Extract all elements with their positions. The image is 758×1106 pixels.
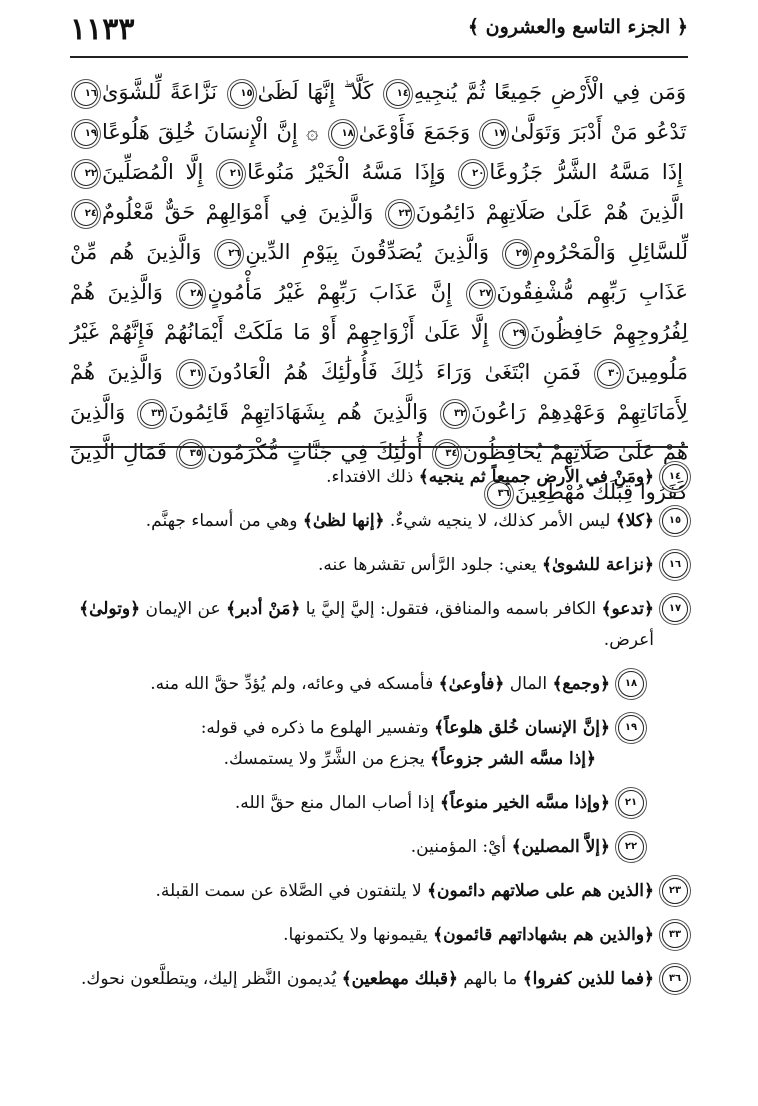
- commentary-note: [70, 506, 688, 537]
- verse-number-marker: ١٥: [662, 508, 688, 534]
- verse-number-marker: ١٨: [331, 122, 355, 146]
- quoted-verse: ﴿تدعو﴾: [601, 599, 654, 619]
- verse: [470, 120, 686, 144]
- verse-text: وَجَمَعَ فَأَوْعَىٰ: [358, 120, 471, 144]
- quoted-verse: ﴿إلاَّ المصلين﴾: [511, 837, 610, 857]
- quoted-verse: ﴿مَنْ أدبر﴾: [226, 599, 301, 619]
- quoted-verse: ﴿والذين هم بشهاداتهم قائمون﴾: [433, 925, 654, 945]
- verse-text: لِّلسَّائِلِ وَالْمَحْرُومِ: [532, 240, 688, 264]
- verse-number-marker: ٣١: [179, 362, 203, 386]
- verse: [373, 200, 684, 224]
- explanation-text: ما بالهم: [457, 969, 523, 989]
- explanation-text: أيْ: المؤمنين.: [410, 837, 512, 857]
- verse-number-marker: ٣٣: [140, 402, 164, 426]
- verse: [70, 160, 203, 184]
- quoted-verse: ﴿نزاعة للشوىٰ﴾: [542, 555, 654, 575]
- explanation-text: ذلك الافتداء.: [326, 467, 419, 487]
- verse-number-marker: ٣٠: [597, 362, 621, 386]
- commentary-note: [70, 550, 688, 581]
- part-title: ﴿ الجزء التاسع والعشرون ﴾: [467, 16, 688, 38]
- verse-number-marker: ٣٦: [487, 482, 511, 506]
- quoted-verse: ﴿الذين هم على صلاتهم دائمون﴾: [427, 881, 654, 901]
- verse: [163, 280, 452, 304]
- explanation-text: وهي من أسماء جهنَّم.: [145, 511, 303, 531]
- quoted-verse: ﴿إذا مسَّه الشر جزوعاً﴾: [430, 749, 596, 769]
- commentary-note: [70, 788, 644, 819]
- verse-number-marker: ٣٦: [662, 966, 688, 992]
- verse: [203, 160, 445, 184]
- verse-number-marker: ١٤: [386, 82, 410, 106]
- quoted-verse: ﴿وجمع﴾: [552, 674, 610, 694]
- verse-text: نَزَّاعَةً لِّلشَّوَىٰ: [102, 80, 217, 104]
- verse-number-marker: ٢٢: [74, 162, 98, 186]
- verse-text: ۞ إِنَّ الْإِنسَانَ خُلِقَ هَلُوعًا: [102, 120, 319, 144]
- verse-number-marker: ٢١: [618, 790, 644, 816]
- quoted-verse: ﴿فأوعىٰ﴾: [438, 674, 505, 694]
- verse-text: وَمَن فِي الْأَرْضِ جَمِيعًا ثُمَّ يُنجِيهِ: [413, 80, 687, 104]
- quoted-verse: ﴿إنَّ الإنسان خُلق هلوعاً﴾: [434, 718, 610, 738]
- verse-number-marker: ١٨: [618, 671, 644, 697]
- verse-number-marker: ٢٠: [461, 162, 485, 186]
- quoted-verse: ﴿فما للذين كفروا﴾: [522, 969, 654, 989]
- verse-number-marker: ٢٨: [179, 282, 203, 306]
- verse-text: فَمَالِ الَّذِينَ كَفَرُوا قِبَلَكَ مُهْطِعِينَ: [70, 440, 688, 504]
- verse: [373, 80, 686, 104]
- verse-number-marker: ١٦: [662, 552, 688, 578]
- verse-number-marker: ٢٧: [469, 282, 493, 306]
- verse-number-marker: ٢٣: [662, 878, 688, 904]
- verse-number-marker: ٣٢: [443, 402, 467, 426]
- verse-text: الَّذِينَ هُمْ عَلَىٰ صَلَاتِهِمْ دَائِمُونَ: [415, 200, 685, 224]
- verse: [70, 120, 318, 144]
- explanation-text: المال: [504, 674, 553, 694]
- commentary-note: [70, 594, 688, 656]
- verse: [125, 400, 428, 424]
- explanation-text: الكافر باسمه والمنافق، فتقول: إليَّ إليَّ يا: [300, 599, 602, 619]
- explanation-text: وتفسير الهلوع ما ذكره في قوله:: [200, 718, 435, 738]
- explanation-text: يعني: جلود الرَّأس تقشرها عنه.: [317, 555, 542, 575]
- explanation-text: أعرض.: [603, 630, 654, 650]
- verse-number-marker: ٢٣: [388, 202, 412, 226]
- verse: [163, 360, 581, 384]
- explanation-text: فأمسكه في وعائه، ولم يُؤدِّ حقَّ الله منه.: [150, 674, 439, 694]
- quoted-verse: ﴿إنها لظىٰ﴾: [302, 511, 385, 531]
- verse-text: إِذَا مَسَّهُ الشَّرُّ جَزُوعًا: [489, 160, 683, 184]
- commentary-block: [70, 462, 688, 1066]
- commentary-divider: [70, 446, 688, 448]
- commentary-note: [70, 713, 644, 775]
- verse-text: كَلَّا ۖ إِنَّهَا لَظَىٰ: [257, 80, 374, 104]
- commentary-note: [70, 669, 644, 700]
- verse-text: وَالَّذِينَ هُمْ لِفُرُوجِهِمْ حَافِظُونَ: [70, 280, 688, 344]
- commentary-note: [70, 462, 688, 493]
- verse-text: وَالَّذِينَ هُم مِّنْ عَذَابِ رَبِّهِم مُّشْفِقُونَ: [70, 240, 688, 304]
- verse-text: إِلَّا الْمُصَلِّينَ: [102, 160, 204, 184]
- header-divider: [70, 56, 688, 58]
- verse: [201, 240, 489, 264]
- verse-number-marker: ١٤: [662, 464, 688, 490]
- verse-number-marker: ٢٥: [505, 242, 529, 266]
- verse-text: وَالَّذِينَ فِي أَمْوَالِهِمْ حَقٌّ مَّعْلُومٌ: [102, 200, 374, 224]
- verse: [489, 240, 688, 264]
- verse-text: تَدْعُو مَنْ أَدْبَرَ وَتَوَلَّىٰ: [510, 120, 687, 144]
- verse-number-marker: ٢٩: [502, 322, 526, 346]
- quoted-verse: ﴿وتولىٰ﴾: [79, 599, 141, 619]
- verse-number-marker: ١٩: [618, 715, 644, 741]
- verse: [70, 80, 217, 104]
- verse-text: وَالَّذِينَ يُصَدِّقُونَ بِيَوْمِ الدِّينِ: [245, 240, 490, 264]
- verse-number-marker: ١٩: [74, 122, 98, 146]
- explanation-text: لا يلتفتون في الصَّلاة عن سمت القبلة.: [155, 881, 428, 901]
- verse-text: وَإِذَا مَسَّهُ الْخَيْرُ مَنُوعًا: [247, 160, 446, 184]
- verse-number-marker: ٣٣: [662, 922, 688, 948]
- verse-text: وَالَّذِينَ هُمْ عَلَىٰ صَلَاتِهِمْ يُحَافِظُونَ: [70, 400, 688, 464]
- explanation-text: عن الإيمان: [140, 599, 227, 619]
- verse-number-marker: ١٧: [662, 596, 688, 622]
- quoted-verse: ﴿وإذا مسَّه الخير منوعاً﴾: [439, 793, 610, 813]
- explanation-text: يقيمونها ولا يكتمونها.: [283, 925, 434, 945]
- explanation-text: ليس الأمر كذلك، لا ينجيه شيءٌ.: [384, 511, 616, 531]
- explanation-text: يجزع من الشَّرِّ ولا يستمسك.: [223, 749, 431, 769]
- verse-number-marker: ٢٦: [217, 242, 241, 266]
- verse-text: إِلَّا عَلَىٰ أَزْوَاجِهِمْ أَوْ مَا مَلَكَتْ أَيْمَانُهُمْ فَإِنَّهُمْ غَيْرُ مَلُومِينَ: [70, 320, 688, 384]
- commentary-note: [70, 920, 688, 951]
- verse: [318, 120, 470, 144]
- page-header: [70, 6, 688, 52]
- commentary-note: [70, 876, 688, 907]
- quoted-verse: ﴿كلا﴾: [615, 511, 654, 531]
- explanation-text: يُديمون النَّظر إليك، ويتطلَّعون نحوك.: [80, 969, 342, 989]
- verse-text: وَالَّذِينَ هُم بِشَهَادَاتِهِمْ قَائِمُونَ: [168, 400, 429, 424]
- verse: [70, 200, 373, 224]
- verse-number-marker: ١٦: [74, 82, 98, 106]
- commentary-note: [70, 964, 688, 995]
- verse-number-marker: ٢١: [219, 162, 243, 186]
- verse-text: وَالَّذِينَ هُمْ لِأَمَانَاتِهِمْ وَعَهْدِهِمْ رَاعُونَ: [70, 360, 688, 424]
- verse-number-marker: ١٥: [230, 82, 254, 106]
- verse-number-marker: ٢٢: [618, 834, 644, 860]
- verse-text: إِنَّ عَذَابَ رَبِّهِمْ غَيْرُ مَأْمُونٍ: [207, 280, 452, 304]
- verse-number-marker: ٣٥: [179, 442, 203, 466]
- verse: [446, 160, 683, 184]
- verse: [167, 440, 423, 464]
- verse-text: فَمَنِ ابْتَغَىٰ وَرَاءَ ذَٰلِكَ فَأُولَٰئِكَ هُمُ الْعَادُونَ: [207, 360, 581, 384]
- page-number: ١١٣٣: [70, 12, 135, 47]
- verse-number-marker: ١٧: [482, 122, 506, 146]
- explanation-text: إذا أصاب المال منع حقَّ الله.: [234, 793, 440, 813]
- commentary-second-line: [70, 744, 610, 775]
- verse-text: أُولَٰئِكَ فِي جَنَّاتٍ مُّكْرَمُونَ: [207, 440, 423, 464]
- verse-number-marker: ٣٤: [435, 442, 459, 466]
- verse-number-marker: ٢٤: [74, 202, 98, 226]
- quoted-verse: ﴿ومَنْ في الأرض جميعاً ثم ينجيه﴾: [418, 467, 654, 487]
- quoted-verse: ﴿قبلك مهطعين﴾: [341, 969, 458, 989]
- verse: [217, 80, 373, 104]
- commentary-note: [70, 832, 644, 863]
